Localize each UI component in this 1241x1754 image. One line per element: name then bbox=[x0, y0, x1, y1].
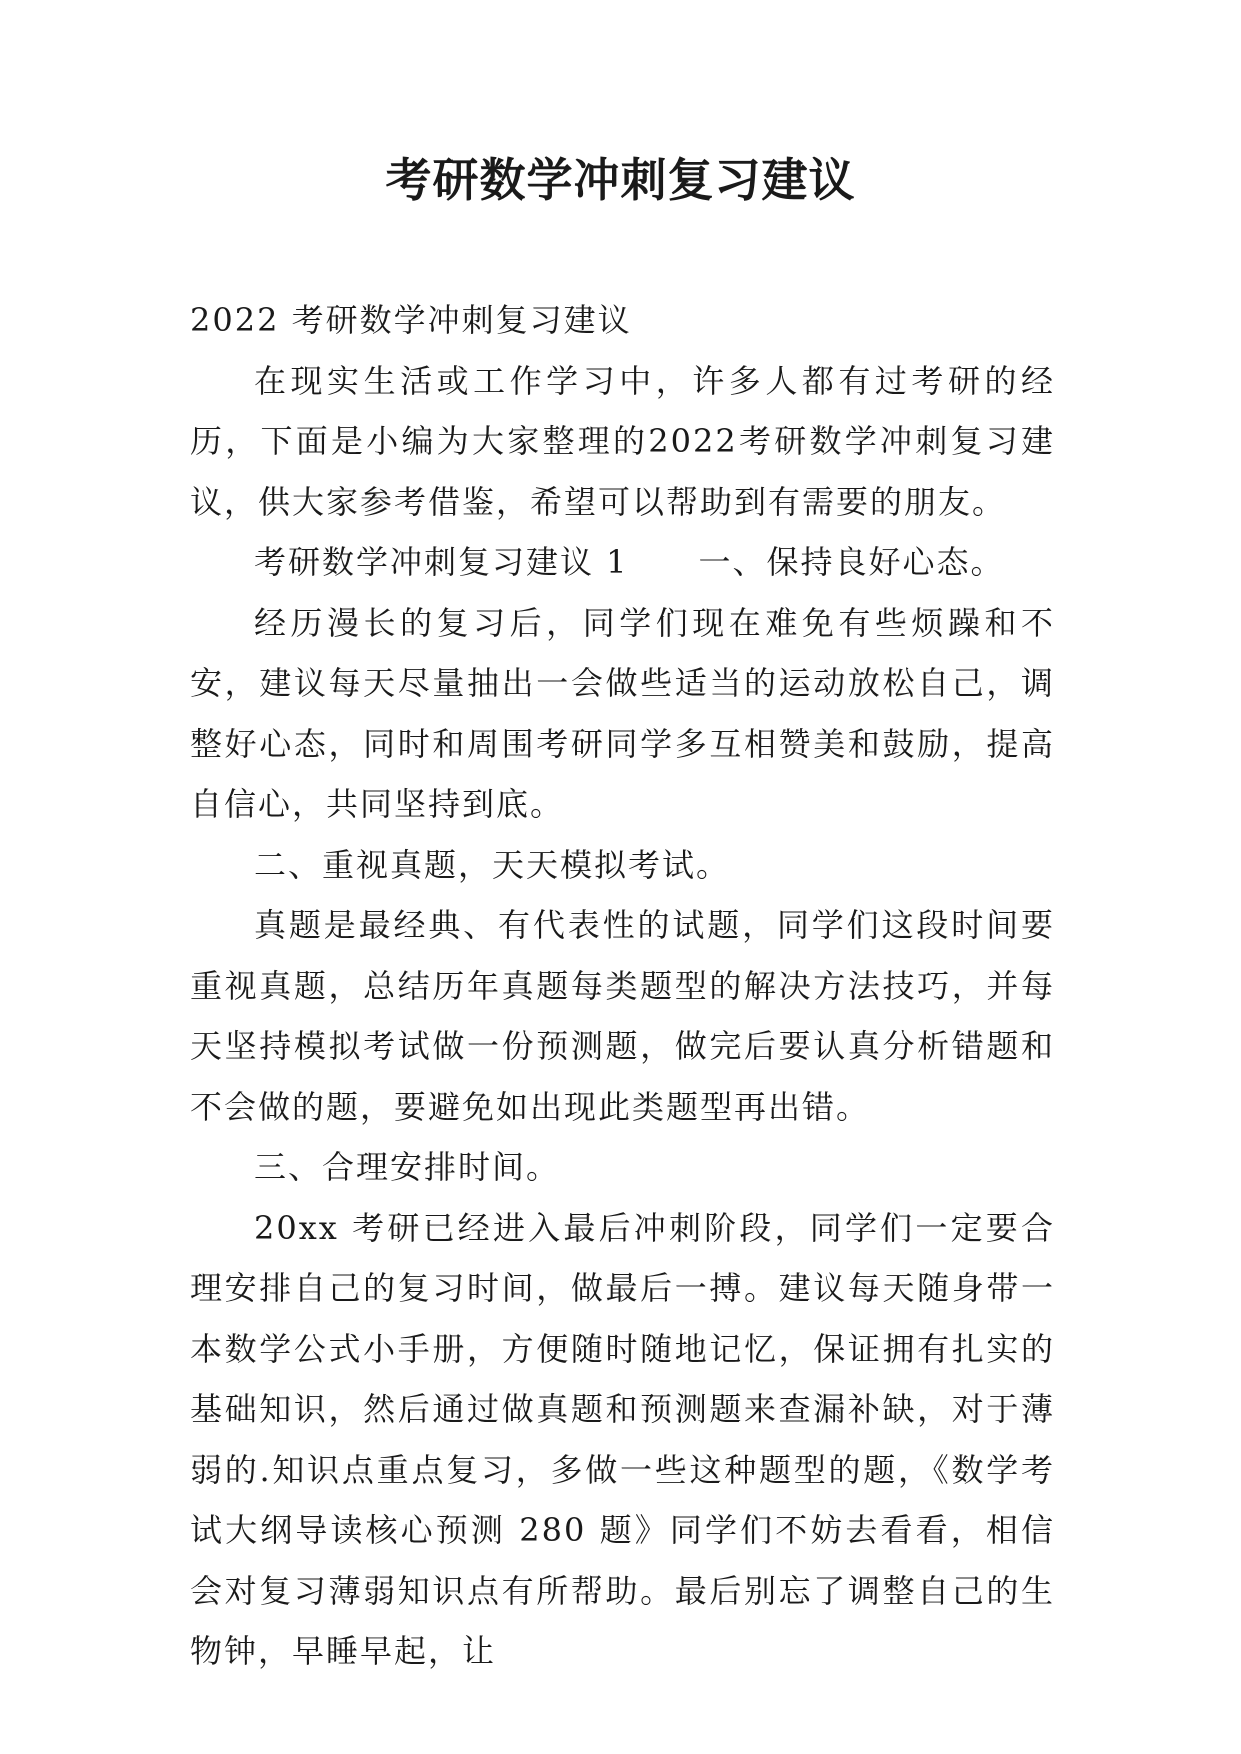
document-title: 考研数学冲刺复习建议 bbox=[385, 153, 856, 207]
intro-paragraph: 在现实生活或工作学习中，许多人都有过考研的经历，下面是小编为大家整理的2022考研数学冲刺复习建议，供大家参考借鉴，希望可以帮助到有需要的朋友。 bbox=[190, 361, 1055, 521]
section-2-heading: 二、重视真题，天天模拟考试。 bbox=[254, 845, 731, 884]
section-1-body: 经历漫长的复习后，同学们现在难免有些烦躁和不安，建议每天尽量抽出一会做些适当的运动放松自己，调整好心态，同时和周围考研同学多互相赞美和鼓励，提高自信心，共同坚持到底。 bbox=[190, 603, 1055, 823]
section-2-body: 真题是最经典、有代表性的试题，同学们这段时间要重视真题，总结历年真题每类题型的解决方法技巧，并每天坚持模拟考试做一份预测题，做完后要认真分析错题和不会做的题，要避免如出现此类题型再出错。 bbox=[190, 906, 1055, 1126]
section-1-heading: 一、保持良好心态。 bbox=[698, 543, 1005, 581]
section-3-body: 20xx 考研已经进入最后冲刺阶段，同学们一定要合理安排自己的复习时间，做最后一搏。建议每天随身带一本数学公式小手册，方便随时随地记忆，保证拥有扎实的基础知识，然后通过做真题和预测题来查漏补缺，对于薄弱的.知识点重点复习，多做一些这种题型的题，《数学考试大纲导读核心预测 280 题》同学们不妨去看看，相信会对复习薄弱知识点有所帮助。最后别忘了调整自己的生物钟，早睡早起，让 bbox=[190, 1208, 1055, 1670]
document-body bbox=[190, 290, 1055, 1682]
section-1-header-line bbox=[190, 532, 1055, 593]
section-1-label: 考研数学冲刺复习建议 1 bbox=[254, 543, 629, 581]
section-3-heading: 三、合理安排时间。 bbox=[254, 1148, 561, 1186]
document-subtitle: 2022 考研数学冲刺复习建议 bbox=[190, 301, 632, 339]
